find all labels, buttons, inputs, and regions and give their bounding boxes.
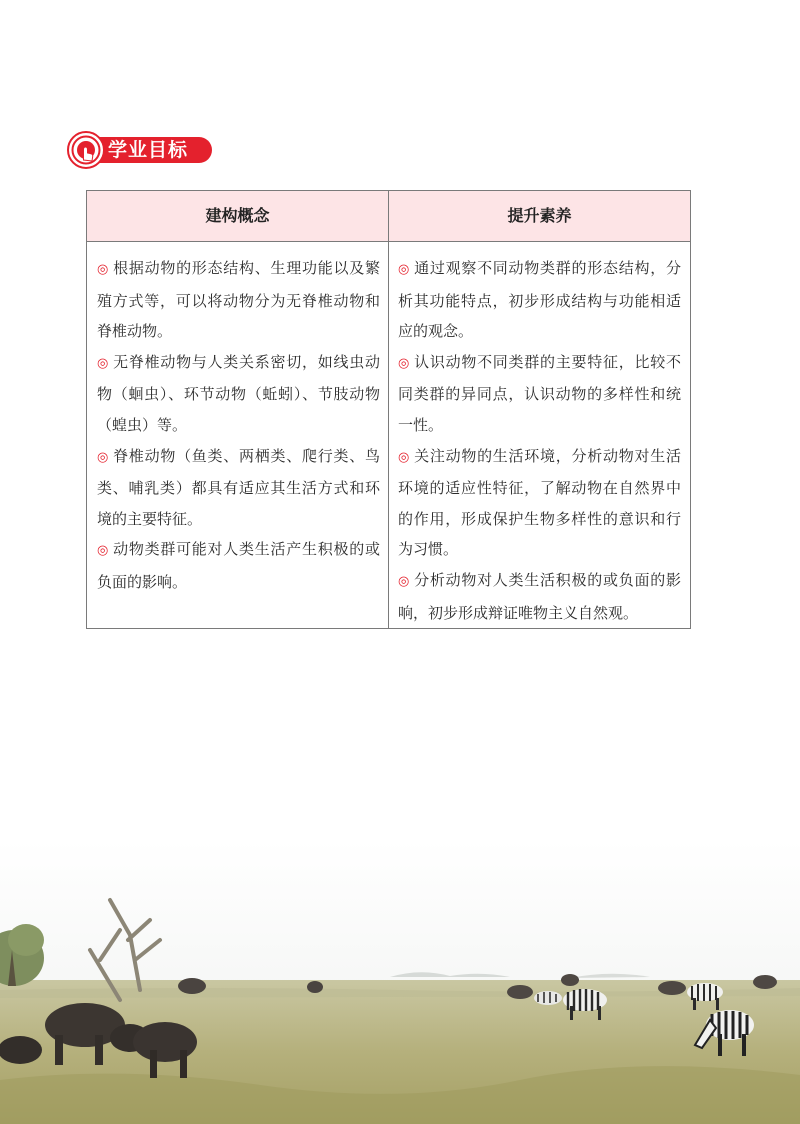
bullet-icon: ◎ bbox=[97, 262, 110, 277]
bullet-icon: ◎ bbox=[398, 573, 411, 589]
concept-item: ◎ 根据动物的形态结构、生理功能以及繁殖方式等，可以将动物分为无脊椎动物和脊椎动物。 bbox=[97, 259, 380, 341]
literacy-item: ◎ 通过观察不同动物类群的形态结构，分析其功能特点，初步形成结构与功能相适应的观念。 bbox=[398, 259, 681, 341]
concepts-column bbox=[97, 253, 380, 598]
concept-item: ◎ 脊椎动物（鱼类、两栖类、爬行类、鸟类、哺乳类）都具有适应其生活方式和环境的主要特征。 bbox=[97, 446, 380, 528]
savanna-illustration bbox=[0, 840, 800, 1124]
goals-table bbox=[86, 190, 691, 629]
concept-item: ◎ 动物类群可能对人类生活产生积极的或负面的影响。 bbox=[97, 540, 380, 591]
header-literacy: 提升素养 bbox=[507, 206, 572, 225]
literacy-item: ◎ 分析动物对人类生活积极的或负面的影响，初步形成辩证唯物主义自然观。 bbox=[398, 570, 681, 622]
bullet-icon: ◎ bbox=[398, 355, 411, 371]
bullet-icon: ◎ bbox=[97, 543, 110, 559]
column-divider bbox=[388, 191, 389, 628]
touch-target-icon bbox=[66, 130, 106, 170]
section-badge bbox=[66, 130, 216, 170]
literacy-item: ◎ 关注动物的生活环境，分析动物对生活环境的适应性特征，了解动物在自然界中的作用，形成保护生物多样性的意识和行为习惯。 bbox=[398, 446, 681, 559]
header-concepts: 建构概念 bbox=[205, 206, 270, 225]
bullet-icon: ◎ bbox=[398, 449, 411, 465]
bullet-icon: ◎ bbox=[398, 262, 411, 277]
literacy-item: ◎ 认识动物不同类群的主要特征，比较不同类群的异同点，认识动物的多样性和统一性。 bbox=[398, 352, 681, 434]
section-title: 学业目标 bbox=[108, 139, 189, 161]
literacy-column bbox=[398, 253, 681, 628]
concept-item: ◎ 无脊椎动物与人类关系密切，如线虫动物（蛔虫）、环节动物（蚯蚓）、节肢动物（蝗虫）等。 bbox=[97, 352, 380, 434]
bullet-icon: ◎ bbox=[97, 355, 110, 371]
bullet-icon: ◎ bbox=[97, 449, 110, 465]
